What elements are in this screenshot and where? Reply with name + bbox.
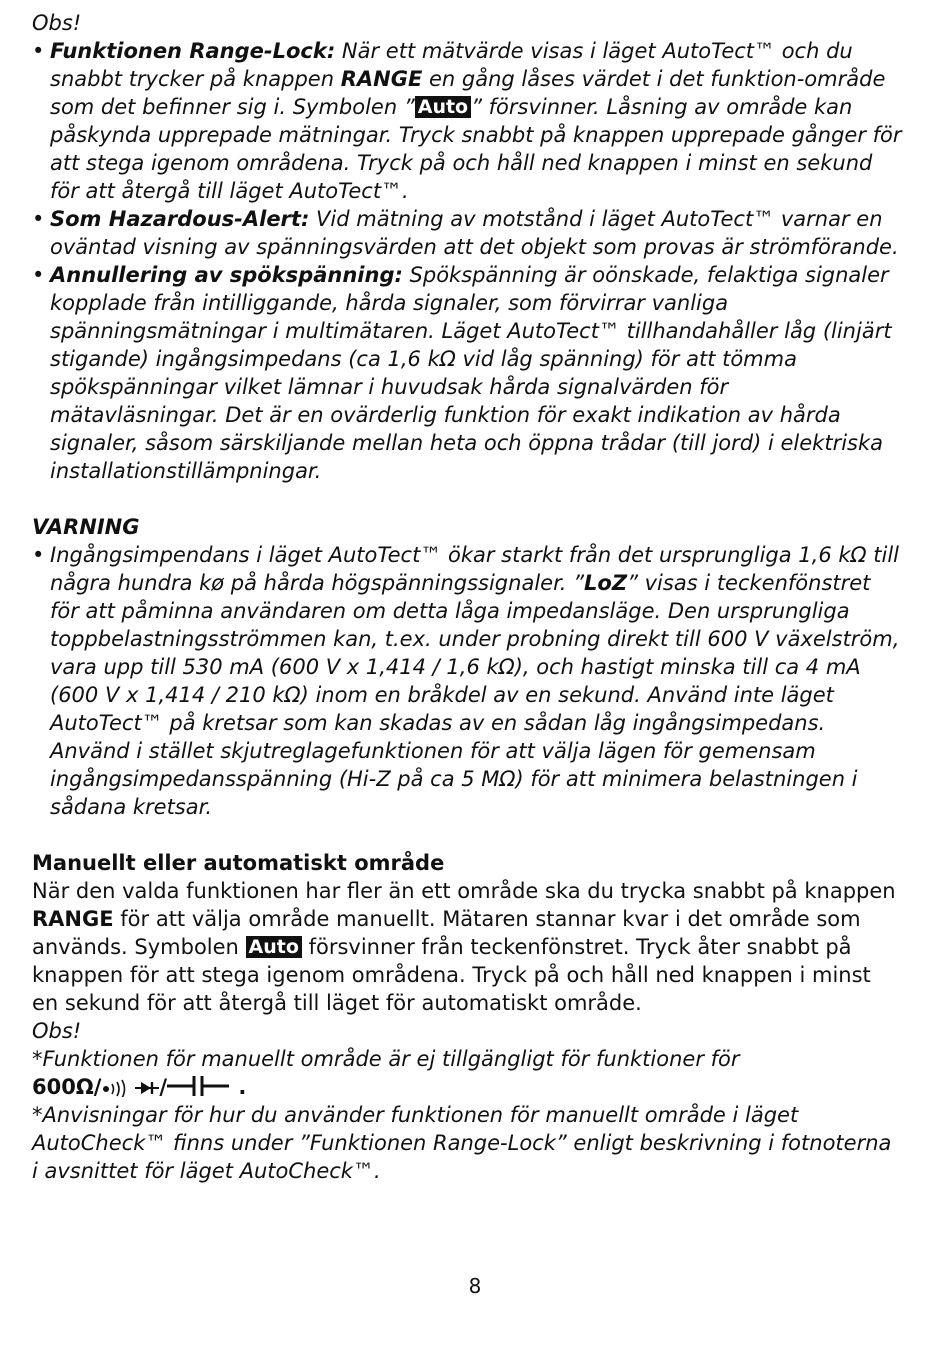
section-heading: Manuellt eller automatiskt område: [32, 851, 445, 875]
loz-label: LoZ: [584, 571, 628, 595]
obs-label: Obs!: [32, 1019, 82, 1043]
diode-icon: [135, 1075, 159, 1099]
section-text: försvinner från teckenfönstret. Tryck åter snabbt på knappen för att stega igenom områdena. Tryck på och håll ned knappen i minst en sekund för att återgå till läget för automatiskt område.: [32, 935, 871, 1015]
bullet-term: Annullering av spökspänning:: [50, 263, 403, 287]
ohm-symbol-label: 600Ω/: [32, 1075, 102, 1099]
bullet-text: Vid mätning av motstånd i läget AutoTect™ varnar en oväntad visning av spänningsvärden att det objekt som provas är strömförande.: [50, 207, 899, 259]
auto-badge: Auto: [415, 96, 471, 118]
bullet-hazardous-alert: [32, 205, 902, 261]
capacitor-icon: [167, 1075, 231, 1099]
bullet-term: Som Hazardous-Alert:: [50, 207, 310, 231]
warning-text-part: Ingångsimpendans i läget AutoTect™ ökar starkt från det ursprungliga 1,6 kΩ till några hundra kø på hårda högspänningssignaler. ”: [50, 543, 900, 595]
note-text: *Funktionen för manuellt område är ej tillgängligt för funktioner för: [32, 1047, 740, 1071]
bullet-range-lock: [32, 37, 902, 205]
bullet-text: Spökspänning är oönskade, felaktiga signaler kopplade från intilliggande, hårda signaler, som förvirrar vanliga spänningsmätningar i multimätaren. Läget AutoTect™ tillhandahåller låg (linjärt stigande) ingångsimpedans (ca 1,6 kΩ vid låg spänning) för att tömma spökspänningar vilket lämnar i huvudsak hårda signalvärden för mätavläsningar. Det är en ovärderlig funktion för exakt indikation av hårda signaler, såsom särskiljande mellan heta och öppna trådar (till jord) i elektriska installationstillämpningar.: [50, 263, 892, 483]
bullet-text: en gång låses värdet i det funktion-område som det befinner sig i. Symbolen ”: [50, 67, 886, 119]
section-text: för att välja område manuellt. Mätaren stannar kvar i det område som används. Symbolen: [32, 907, 861, 959]
note-text: *Anvisningar för hur du använder funktionen för manuellt område i läget AutoCheck™ finns under ”Funktionen Range-Lock” enligt beskrivning i fotnoterna i avsnittet för läget AutoCheck™.: [32, 1103, 892, 1183]
bullet-term: Funktionen Range-Lock:: [50, 39, 336, 63]
section-body: [32, 877, 902, 1017]
range-key-label: RANGE: [32, 907, 114, 931]
range-key-label: RANGE: [340, 67, 423, 91]
bullet-ghost-voltage: [32, 261, 902, 485]
bullet-text: ” försvinner. Låsning av område kan påskynda upprepade mätningar. Tryck snabbt på knappen upprepade gånger för att stega igenom områdena. Tryck på och håll ned knappen i minst en sekund för att återgå till läget AutoTect™.: [50, 95, 902, 203]
symbols-tail: .: [231, 1075, 247, 1099]
warning-text-part: ” visas i teckenfönstret för att påminna användaren om detta låga impedansläge. Den ursprungliga toppbelastningsströmmen kan, t.ex. under probning direkt till 600 V växelström, vara upp till 530 mA (600 V x 1,414 / 1,6 kΩ), och hastigt minska till ca 4 mA (600 V x 1,414 / 210 kΩ) inom en bråkdel av en sekund. Använd inte läget AutoTect™ på kretsar som kan skadas av en sådan låg ingångsimpedans. Använd i stället skjutreglagefunktionen för att välja lägen för gemensam ingångsimpedansspänning (Hi-Z på ca 5 MΩ) för att minimera belastningen i sådana kretsar.: [50, 571, 900, 819]
continuity-icon: [101, 1075, 135, 1099]
page-number: 8: [468, 1274, 482, 1298]
warning-heading: VARNING: [32, 515, 140, 539]
symbols-line: 600Ω/ / .: [32, 1075, 247, 1099]
page-content: [32, 9, 902, 1185]
warning-text: [32, 541, 902, 821]
auto-badge: Auto: [246, 936, 302, 958]
section-text: När den valda funktionen har fler än ett område ska du trycka snabbt på knappen: [32, 879, 896, 903]
bullet-text: När ett mätvärde visas i läget AutoTect™ och du snabbt trycker på knappen: [50, 39, 853, 91]
obs-label: Obs!: [32, 11, 82, 35]
